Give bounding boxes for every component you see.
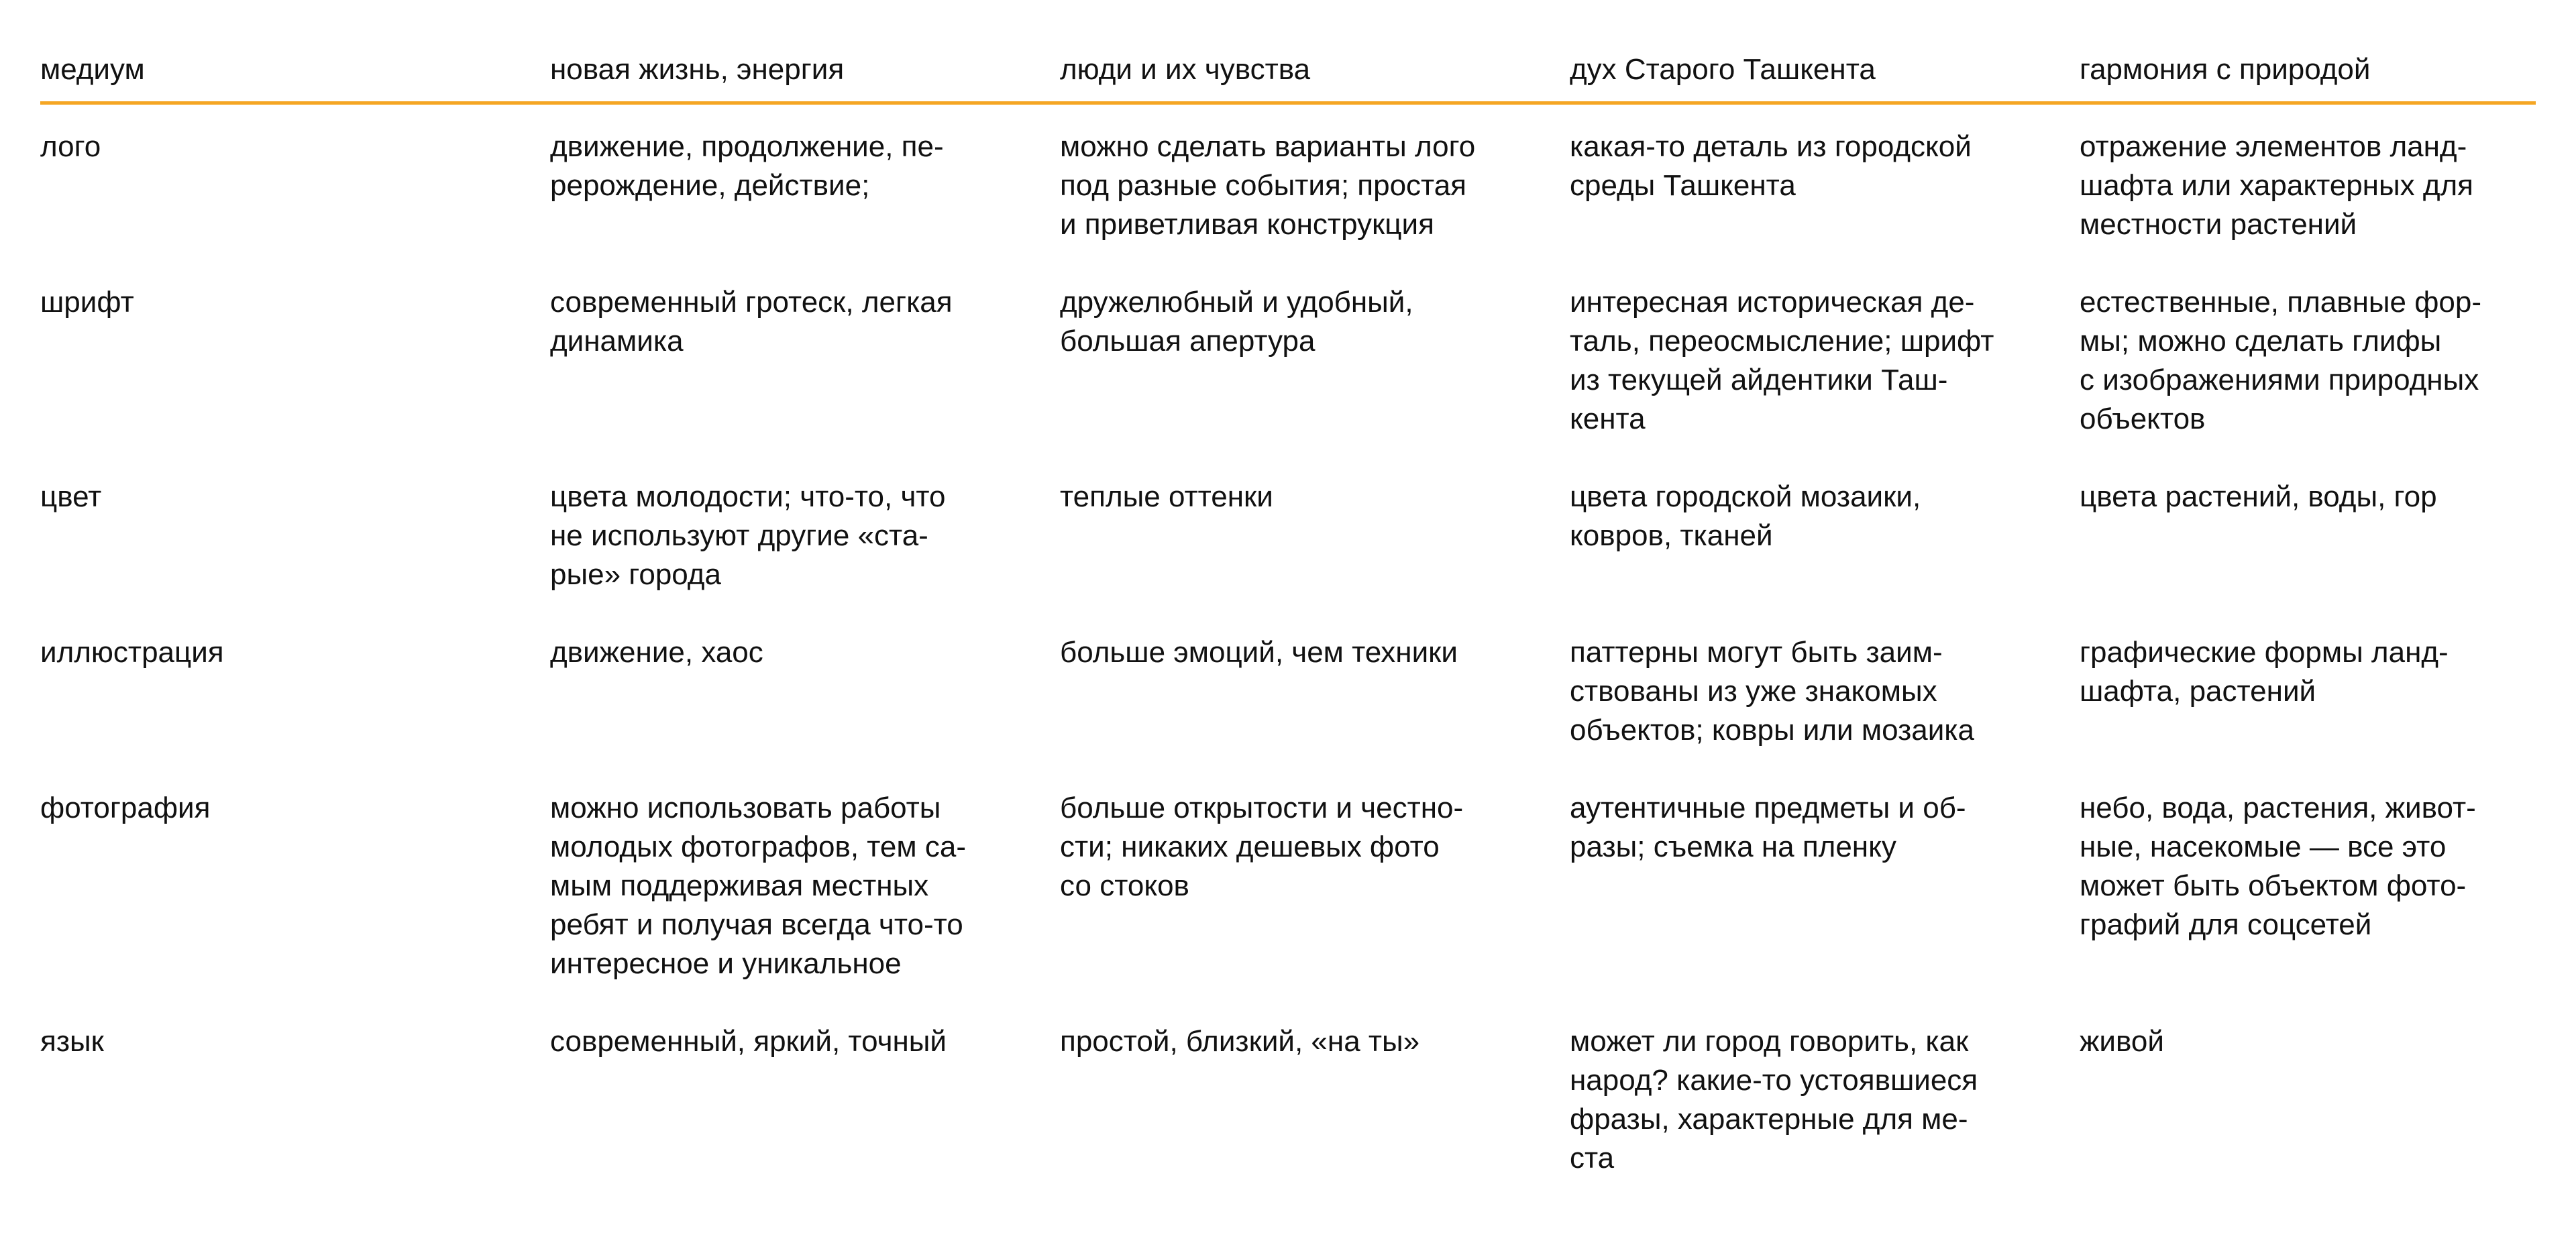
cell-old-tashkent: интересная историческая де- таль, переосмысление; шрифт из текущей айдентики Таш- кента xyxy=(1570,286,1994,435)
cell-people: можно сделать варианты лого под разные события; простая и приветливая конструкция xyxy=(1060,130,1476,241)
cell-people: простой, близкий, «на ты» xyxy=(1060,1025,1420,1058)
cell-new-life: современный, яркий, точный xyxy=(550,1025,947,1058)
cell-nature: цвета растений, воды, гор xyxy=(2080,480,2437,513)
header-old-tashkent: дух Старого Ташкента xyxy=(1570,53,1876,86)
cell-new-life: движение, продолжение, пе- рерождение, действие; xyxy=(550,130,944,202)
table-row-font xyxy=(40,283,2536,478)
cell-nature: живой xyxy=(2080,1025,2164,1058)
cell-medium: фотография xyxy=(40,792,211,824)
cell-new-life: современный гротеск, легкая динамика xyxy=(550,286,953,358)
cell-nature: графические формы ланд- шафта, растений xyxy=(2080,636,2449,708)
table-row-photography xyxy=(40,789,2536,1022)
cell-nature: небо, вода, растения, живот- ные, насекомые — все это может быть объектом фото- графий для соцсетей xyxy=(2080,792,2476,941)
cell-people: теплые оттенки xyxy=(1060,480,1273,513)
cell-nature: естественные, плавные фор- мы; можно сделать глифы с изображениями природных объектов xyxy=(2080,286,2482,435)
cell-medium: лого xyxy=(40,130,101,163)
cell-new-life: можно использовать работы молодых фотографов, тем са- мым поддерживая местных ребят и получая всегда что-то интересное и уникальное xyxy=(550,792,966,980)
brand-matrix-table xyxy=(40,0,2536,1217)
cell-new-life: цвета молодости; что-то, что не используют другие «ста- рые» города xyxy=(550,480,946,591)
cell-medium: шрифт xyxy=(40,286,134,319)
header-nature: гармония с природой xyxy=(2080,53,2371,86)
cell-new-life: движение, хаос xyxy=(550,636,763,669)
cell-people: дружелюбный и удобный, большая апертура xyxy=(1060,286,1413,358)
header-new-life: новая жизнь, энергия xyxy=(550,53,845,86)
cell-old-tashkent: цвета городской мозаики, ковров, тканей xyxy=(1570,480,1921,552)
cell-old-tashkent: может ли город говорить, как народ? какие-то устоявшиеся фразы, характерные для ме- ста xyxy=(1570,1025,1978,1175)
table-row-logo xyxy=(40,127,2536,283)
table-body xyxy=(40,105,2536,1217)
cell-old-tashkent: какая-то деталь из городской среды Ташкента xyxy=(1570,130,1972,202)
cell-medium: цвет xyxy=(40,480,102,513)
table-row-color xyxy=(40,478,2536,633)
cell-old-tashkent: аутентичные предметы и об- разы; съемка на пленку xyxy=(1570,792,1966,863)
cell-medium: иллюстрация xyxy=(40,636,224,669)
table-header xyxy=(40,0,2536,105)
table-row-language xyxy=(40,1022,2536,1217)
cell-nature: отражение элементов ланд- шафта или характерных для местности растений xyxy=(2080,130,2473,241)
cell-people: больше эмоций, чем техники xyxy=(1060,636,1458,669)
header-medium: медиум xyxy=(40,53,145,86)
cell-medium: язык xyxy=(40,1025,104,1058)
table-row-illustration xyxy=(40,633,2536,789)
cell-people: больше открытости и честно- сти; никаких дешевых фото со стоков xyxy=(1060,792,1464,902)
cell-old-tashkent: паттерны могут быть заим- ствованы из уже знакомых объектов; ковры или мозаика xyxy=(1570,636,1974,747)
header-people: люди и их чувства xyxy=(1060,53,1311,86)
